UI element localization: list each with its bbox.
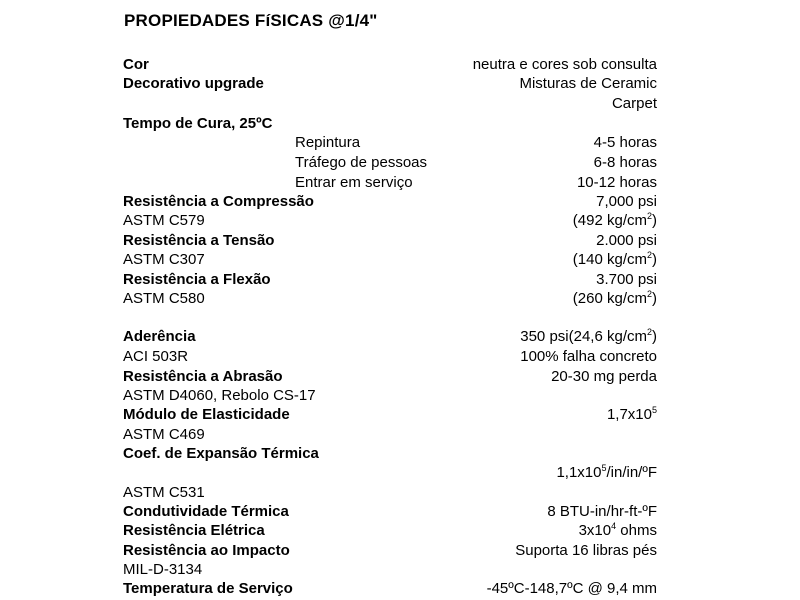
property-label: Módulo de Elasticidade	[123, 406, 290, 423]
property-value: $3x10^4$ ohms	[578, 521, 657, 539]
page-title: PROPIEDADES FíSICAS @1/4"	[124, 11, 378, 30]
property-value: Misturas de Ceramic	[519, 75, 657, 92]
property-value: $1,7x10^5$	[606, 405, 657, 423]
property-standard: ASTM C307	[123, 251, 205, 268]
property-row	[0, 347, 800, 367]
property-label: Resistência a Compressão	[123, 193, 314, 210]
property-value: $1,1x10^5/in/in/ºF$	[556, 463, 657, 481]
property-value: 20-30 mg perda	[551, 368, 657, 385]
property-value: 6-8 horas	[593, 154, 657, 171]
property-row	[0, 289, 800, 309]
property-sublabel: Repintura	[295, 134, 361, 151]
property-value: (140 $kg/cm^2$)	[572, 250, 657, 268]
property-label: Decorativo upgrade	[123, 75, 264, 92]
property-label: Resistência a Abrasão	[123, 368, 283, 385]
property-row	[0, 521, 800, 541]
property-value: 2.000 psi	[596, 232, 657, 249]
property-standard: ASTM C579	[123, 212, 205, 229]
property-label: Condutividade Térmica	[123, 503, 289, 520]
property-row	[0, 192, 800, 212]
property-value: Suporta 16 libras pés	[515, 542, 657, 559]
property-row	[0, 55, 800, 75]
property-value: 10-12 horas	[576, 174, 657, 191]
property-standard: ACI 503R	[123, 348, 189, 365]
property-row	[0, 367, 800, 387]
property-row	[0, 541, 800, 561]
property-row	[0, 327, 800, 347]
property-row	[0, 405, 800, 425]
property-value: (260 $kg/cm^2$)	[572, 289, 657, 307]
property-row	[0, 579, 800, 599]
property-row	[0, 483, 800, 503]
property-row	[0, 114, 800, 134]
property-value: (492 $kg/cm^2$)	[572, 211, 657, 229]
property-row	[0, 173, 800, 193]
property-standard: ASTM C531	[123, 484, 205, 501]
property-row	[0, 74, 800, 94]
property-value: 8 BTU-in/hr-ft-ºF	[547, 503, 657, 520]
property-label: Resistência ao Impacto	[123, 542, 290, 559]
property-row	[0, 153, 800, 173]
property-label: Coef. de Expansão Térmica	[123, 445, 319, 462]
property-value: -45ºC-148,7ºC @ 9,4 mm	[486, 580, 657, 597]
property-sublabel: Tráfego de pessoas	[295, 154, 428, 171]
property-label: Resistência Elétrica	[123, 522, 265, 539]
property-value: 100% falha concreto	[520, 348, 657, 365]
property-row	[0, 444, 800, 464]
property-label: Cor	[123, 56, 149, 73]
property-label: Aderência	[123, 328, 196, 345]
property-row	[0, 231, 800, 251]
property-row	[0, 270, 800, 290]
property-label: Resistência a Flexão	[123, 271, 271, 288]
property-row	[0, 133, 800, 153]
property-value: 4-5 horas	[593, 134, 657, 151]
property-label: Resistência a Tensão	[123, 232, 275, 249]
property-row	[0, 463, 800, 483]
property-standard: MIL-D-3134	[123, 561, 203, 578]
property-standard: ASTM C469	[123, 426, 205, 443]
property-row	[0, 386, 800, 406]
property-value: Carpet	[611, 95, 657, 112]
property-standard: ASTM C580	[123, 290, 205, 307]
property-row	[0, 560, 800, 580]
property-value: 350 psi(24,6 $kg/cm^2$)	[520, 327, 657, 345]
property-row	[0, 502, 800, 522]
property-row	[0, 94, 800, 114]
property-sublabel: Entrar em serviço	[295, 174, 413, 191]
property-value: 7,000 psi	[596, 193, 657, 210]
property-label: Temperatura de Serviço	[123, 580, 293, 597]
property-value: 3.700 psi	[596, 271, 657, 288]
property-row	[0, 211, 800, 231]
property-value: neutra e cores sob consulta	[472, 56, 657, 73]
property-row	[0, 425, 800, 445]
property-standard: ASTM D4060, Rebolo CS-17	[123, 387, 316, 404]
property-label: Tempo de Cura, 25ºC	[123, 115, 273, 132]
property-row	[0, 250, 800, 270]
